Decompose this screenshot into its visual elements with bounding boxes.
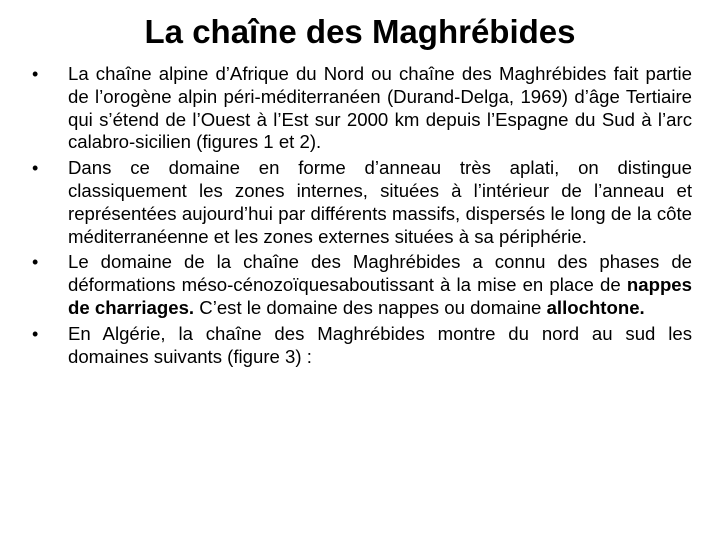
bullet-text-part: C’est le domaine des nappes ou domaine: [194, 296, 547, 318]
bullet-bold-term: allochtone.: [546, 296, 645, 318]
slide-title: La chaîne des Maghrébides: [144, 13, 576, 50]
bullet-text: Dans ce domaine en forme d’anneau très aplati, on distingue classiquement les zones internes, situées à l’intérieur de l’anneau et représentées aujourd’hui par différents massifs, dispersés le long de la côte méditerranéenne et les zones externes situées à sa périphérie.: [68, 157, 692, 247]
bullet-item-nappes: [30, 251, 692, 319]
bullet-item-orogen: [30, 63, 692, 154]
bullet-icon: •: [32, 158, 39, 179]
bullet-item-algeria: [30, 323, 692, 369]
bullet-icon: •: [32, 323, 39, 344]
bullet-text: En Algérie, la chaîne des Maghrébides montre du nord au sud les domaines suivants (figure 3) :: [68, 322, 692, 367]
bullet-item-zones: [30, 157, 692, 248]
bullet-text-part: Le domaine de la chaîne des Maghrébides a connu des phases de déformations méso-cénozoïquesaboutissant à la mise en place de: [68, 251, 692, 296]
bullet-text: La chaîne alpine d’Afrique du Nord ou chaîne des Maghrébides fait partie de l’orogène alpin péri-méditerranéen (Durand-Delga, 1969) d’âge Tertiaire qui s’étend de l’Ouest à l’Est sur 2000 km depuis l’Espagne du Sud à l’arc calabro-sicilien (figures 1 et 2).: [68, 63, 692, 153]
bullet-bold-term: nappes de charriages.: [68, 274, 692, 318]
bullet-icon: •: [32, 252, 39, 273]
bullet-list: [30, 63, 692, 371]
bullet-icon: •: [32, 64, 39, 84]
